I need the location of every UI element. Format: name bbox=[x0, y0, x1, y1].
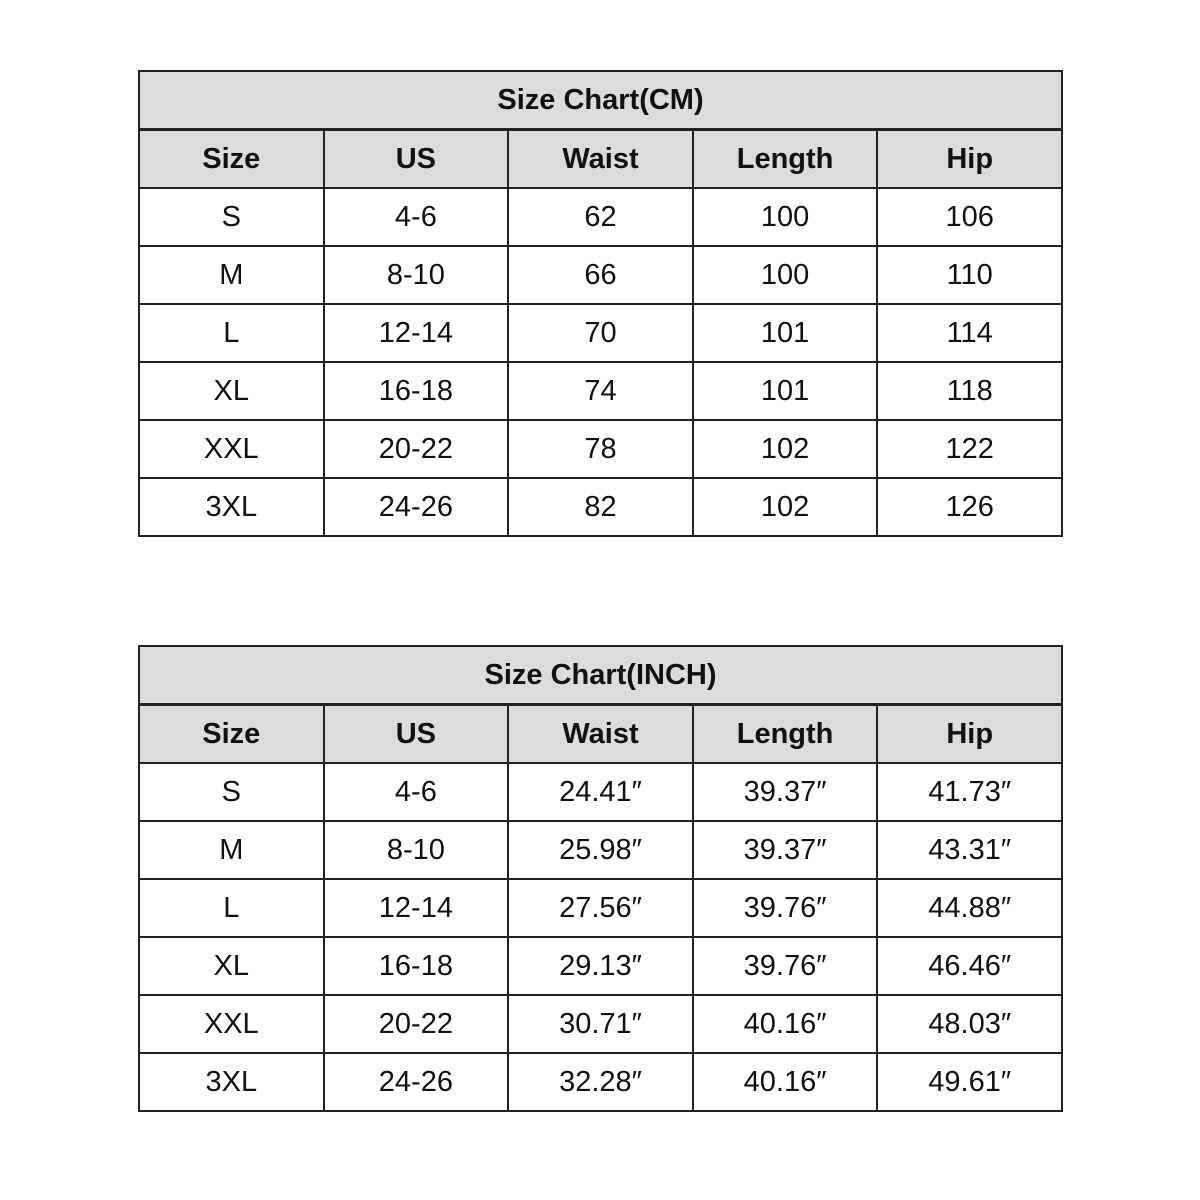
header-size: Size bbox=[139, 130, 324, 189]
cell-us: 24-26 bbox=[324, 1053, 509, 1111]
cell-us: 20-22 bbox=[324, 995, 509, 1053]
cell-hip: 106 bbox=[877, 188, 1062, 246]
cell-hip: 110 bbox=[877, 246, 1062, 304]
cell-waist: 32.28″ bbox=[508, 1053, 693, 1111]
cell-size: S bbox=[139, 188, 324, 246]
cell-length: 39.76″ bbox=[693, 879, 878, 937]
chart-title: Size Chart(CM) bbox=[139, 71, 1062, 130]
cell-waist: 30.71″ bbox=[508, 995, 693, 1053]
header-hip: Hip bbox=[877, 705, 1062, 764]
cell-hip: 49.61″ bbox=[877, 1053, 1062, 1111]
cell-us: 4-6 bbox=[324, 188, 509, 246]
cell-size: 3XL bbox=[139, 1053, 324, 1111]
cell-size: M bbox=[139, 821, 324, 879]
cell-hip: 114 bbox=[877, 304, 1062, 362]
cell-size: S bbox=[139, 763, 324, 821]
table-row bbox=[139, 420, 1062, 478]
cell-hip: 126 bbox=[877, 478, 1062, 536]
header-row bbox=[139, 705, 1062, 764]
cell-hip: 118 bbox=[877, 362, 1062, 420]
cell-us: 12-14 bbox=[324, 879, 509, 937]
cell-length: 100 bbox=[693, 188, 878, 246]
cell-waist: 62 bbox=[508, 188, 693, 246]
header-length: Length bbox=[693, 705, 878, 764]
cell-length: 102 bbox=[693, 420, 878, 478]
cell-us: 16-18 bbox=[324, 362, 509, 420]
header-row bbox=[139, 130, 1062, 189]
size-chart-inch bbox=[138, 645, 1063, 1112]
chart-title-row bbox=[139, 646, 1062, 705]
cell-us: 4-6 bbox=[324, 763, 509, 821]
cell-size: 3XL bbox=[139, 478, 324, 536]
cell-us: 8-10 bbox=[324, 246, 509, 304]
chart-title: Size Chart(INCH) bbox=[139, 646, 1062, 705]
table-row bbox=[139, 362, 1062, 420]
cell-hip: 44.88″ bbox=[877, 879, 1062, 937]
cell-waist: 25.98″ bbox=[508, 821, 693, 879]
header-waist: Waist bbox=[508, 705, 693, 764]
table-row bbox=[139, 763, 1062, 821]
chart-title-row bbox=[139, 71, 1062, 130]
table-row bbox=[139, 478, 1062, 536]
cell-length: 100 bbox=[693, 246, 878, 304]
cell-length: 39.37″ bbox=[693, 821, 878, 879]
cell-length: 40.16″ bbox=[693, 1053, 878, 1111]
header-hip: Hip bbox=[877, 130, 1062, 189]
cell-hip: 48.03″ bbox=[877, 995, 1062, 1053]
cell-us: 20-22 bbox=[324, 420, 509, 478]
cell-waist: 82 bbox=[508, 478, 693, 536]
size-chart-cm bbox=[138, 70, 1063, 537]
cell-waist: 27.56″ bbox=[508, 879, 693, 937]
cell-us: 16-18 bbox=[324, 937, 509, 995]
cell-size: L bbox=[139, 879, 324, 937]
cell-size: XL bbox=[139, 937, 324, 995]
table-row bbox=[139, 937, 1062, 995]
header-us: US bbox=[324, 130, 509, 189]
cell-waist: 24.41″ bbox=[508, 763, 693, 821]
cell-size: L bbox=[139, 304, 324, 362]
table-row bbox=[139, 821, 1062, 879]
cell-us: 24-26 bbox=[324, 478, 509, 536]
cell-length: 39.76″ bbox=[693, 937, 878, 995]
cell-length: 39.37″ bbox=[693, 763, 878, 821]
cell-size: XXL bbox=[139, 420, 324, 478]
table-row bbox=[139, 304, 1062, 362]
cell-waist: 66 bbox=[508, 246, 693, 304]
table-row bbox=[139, 879, 1062, 937]
table-row bbox=[139, 995, 1062, 1053]
table-row bbox=[139, 246, 1062, 304]
cell-waist: 29.13″ bbox=[508, 937, 693, 995]
cell-hip: 46.46″ bbox=[877, 937, 1062, 995]
header-length: Length bbox=[693, 130, 878, 189]
cell-hip: 41.73″ bbox=[877, 763, 1062, 821]
header-us: US bbox=[324, 705, 509, 764]
cell-length: 101 bbox=[693, 304, 878, 362]
cell-us: 12-14 bbox=[324, 304, 509, 362]
cell-waist: 70 bbox=[508, 304, 693, 362]
cell-size: M bbox=[139, 246, 324, 304]
header-size: Size bbox=[139, 705, 324, 764]
header-waist: Waist bbox=[508, 130, 693, 189]
cell-length: 102 bbox=[693, 478, 878, 536]
cell-hip: 43.31″ bbox=[877, 821, 1062, 879]
cell-size: XXL bbox=[139, 995, 324, 1053]
cell-length: 40.16″ bbox=[693, 995, 878, 1053]
cell-waist: 78 bbox=[508, 420, 693, 478]
cell-us: 8-10 bbox=[324, 821, 509, 879]
cell-size: XL bbox=[139, 362, 324, 420]
table-row bbox=[139, 1053, 1062, 1111]
cell-waist: 74 bbox=[508, 362, 693, 420]
cell-length: 101 bbox=[693, 362, 878, 420]
table-row bbox=[139, 188, 1062, 246]
cell-hip: 122 bbox=[877, 420, 1062, 478]
